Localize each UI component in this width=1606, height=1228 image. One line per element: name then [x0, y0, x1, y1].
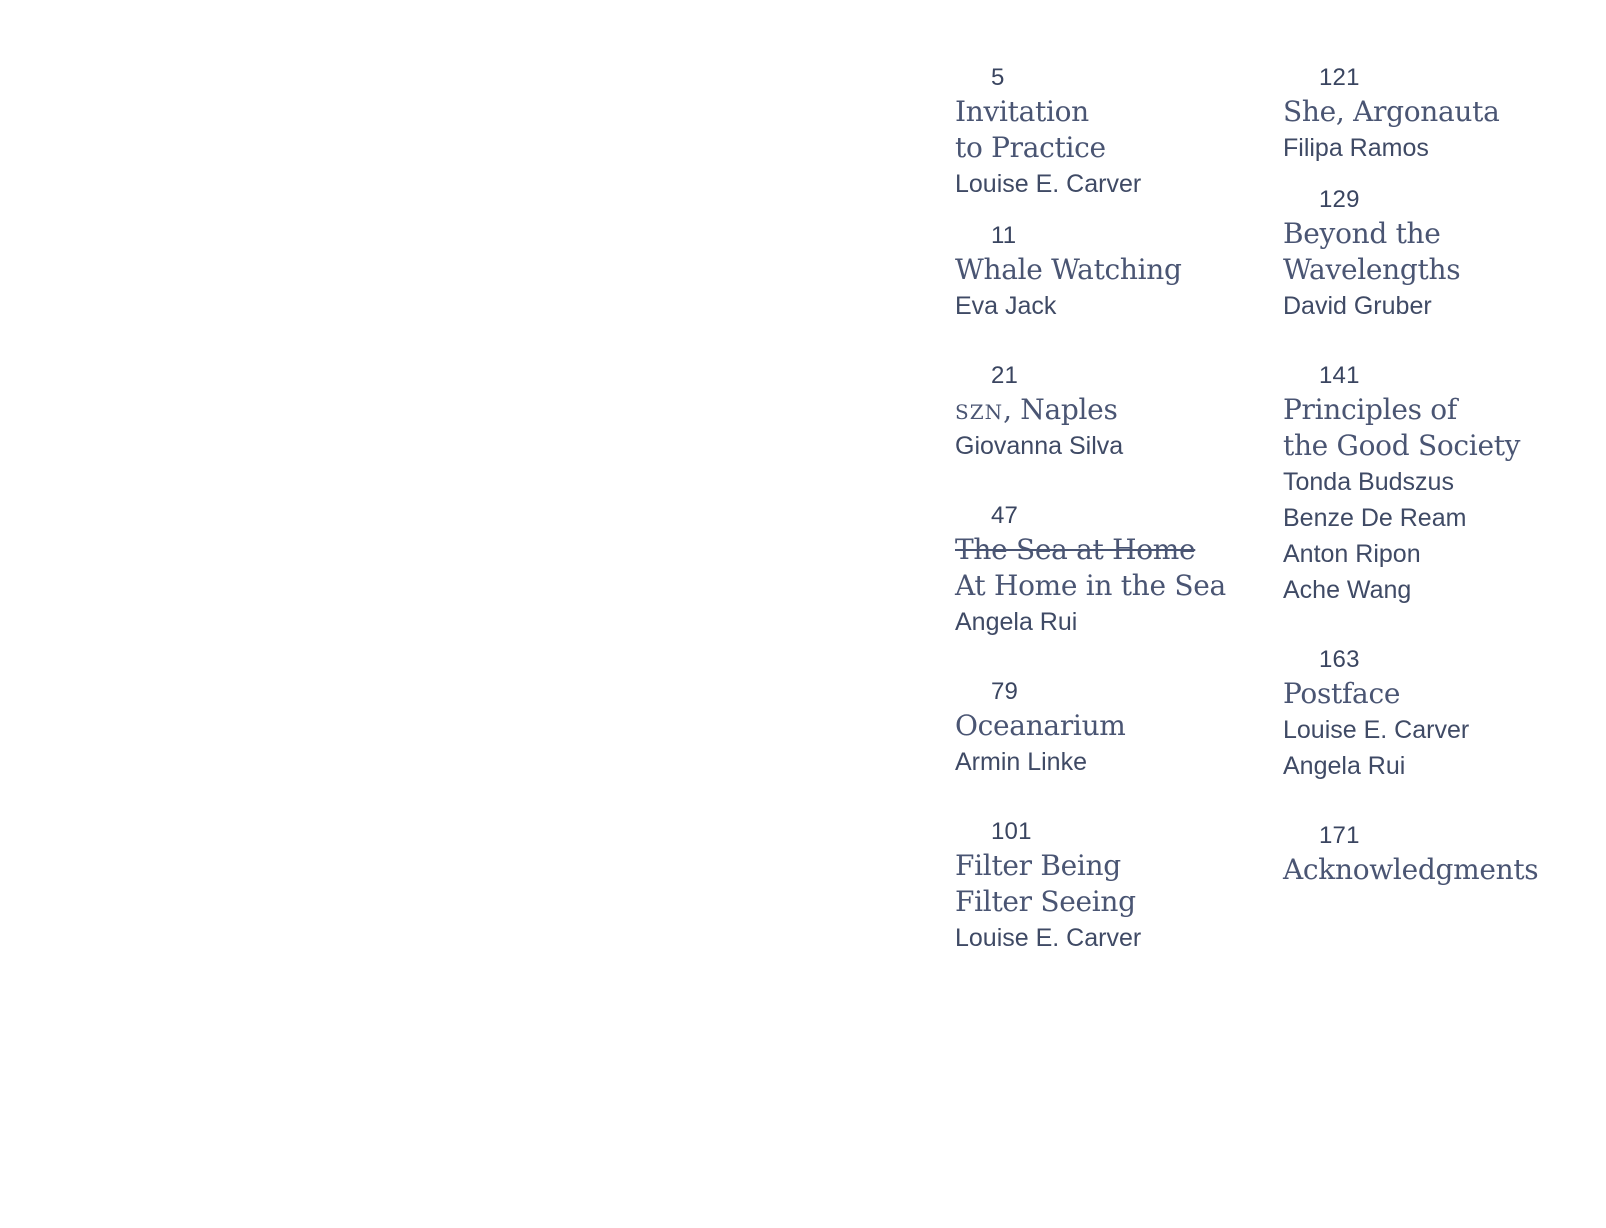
- entry-author: David Gruber: [1283, 292, 1432, 320]
- struck-title: The Sea at Home: [955, 533, 1196, 566]
- entry-author: Angela Rui: [1283, 752, 1406, 780]
- toc-column-left: [955, 62, 1255, 992]
- entry-author: Louise E. Carver: [955, 170, 1142, 198]
- toc-column-right: [1283, 62, 1583, 924]
- toc-entry: [955, 500, 1255, 640]
- entry-author: Louise E. Carver: [1283, 716, 1470, 744]
- page-number: 141: [1319, 362, 1360, 389]
- toc-entry: [955, 676, 1255, 780]
- page-number: 101: [991, 818, 1032, 845]
- entry-author: Louise E. Carver: [955, 924, 1142, 952]
- entry-title: At Home in the Sea: [955, 569, 1226, 602]
- page-number: 79: [991, 678, 1019, 705]
- entry-author: Filipa Ramos: [1283, 134, 1429, 162]
- entry-author: Anton Ripon: [1283, 540, 1421, 568]
- toc-entry: [955, 360, 1255, 464]
- entry-author: Benze De Ream: [1283, 504, 1467, 532]
- toc-entry: [1283, 62, 1583, 166]
- entry-title: Postface: [1283, 677, 1401, 710]
- toc-entry: [955, 816, 1255, 956]
- page-number: 11: [991, 222, 1017, 249]
- page-number: 5: [991, 64, 1005, 91]
- page-number: 129: [1319, 186, 1360, 213]
- entry-title: Filter Being: [955, 849, 1121, 882]
- toc-entry: [1283, 360, 1583, 608]
- entry-author: Angela Rui: [955, 608, 1078, 636]
- toc-entry: [1283, 644, 1583, 784]
- toc-entry: [1283, 820, 1583, 888]
- toc-entry: [955, 62, 1255, 202]
- entry-title: Filter Seeing: [955, 885, 1136, 918]
- page-number: 21: [991, 362, 1019, 389]
- page-number: 121: [1319, 64, 1360, 91]
- entry-title: She, Argonauta: [1283, 95, 1500, 128]
- entry-title: the Good Society: [1283, 429, 1521, 462]
- entry-author: Giovanna Silva: [955, 432, 1124, 460]
- entry-title: to Practice: [955, 131, 1106, 164]
- entry-title: Principles of: [1283, 393, 1457, 426]
- entry-author: Eva Jack: [955, 292, 1057, 320]
- entry-title: [955, 392, 1255, 428]
- title-acronym: szn: [955, 393, 1004, 426]
- page-number: 163: [1319, 646, 1360, 673]
- entry-title: Oceanarium: [955, 709, 1126, 742]
- entry-title: Beyond the: [1283, 217, 1441, 250]
- entry-author: Armin Linke: [955, 748, 1087, 776]
- title-rest: , Naples: [1003, 393, 1118, 426]
- page-number: 171: [1319, 822, 1360, 849]
- toc-entry: [955, 220, 1255, 324]
- entry-title: Acknowledgments: [1283, 853, 1539, 886]
- entry-title: Invitation: [955, 95, 1089, 128]
- entry-title: Wavelengths: [1283, 253, 1461, 286]
- page-number: 47: [991, 502, 1019, 529]
- entry-title: Whale Watching: [955, 253, 1182, 286]
- toc-entry: [1283, 184, 1583, 324]
- entry-author: Tonda Budszus: [1283, 468, 1454, 496]
- entry-author: Ache Wang: [1283, 576, 1412, 604]
